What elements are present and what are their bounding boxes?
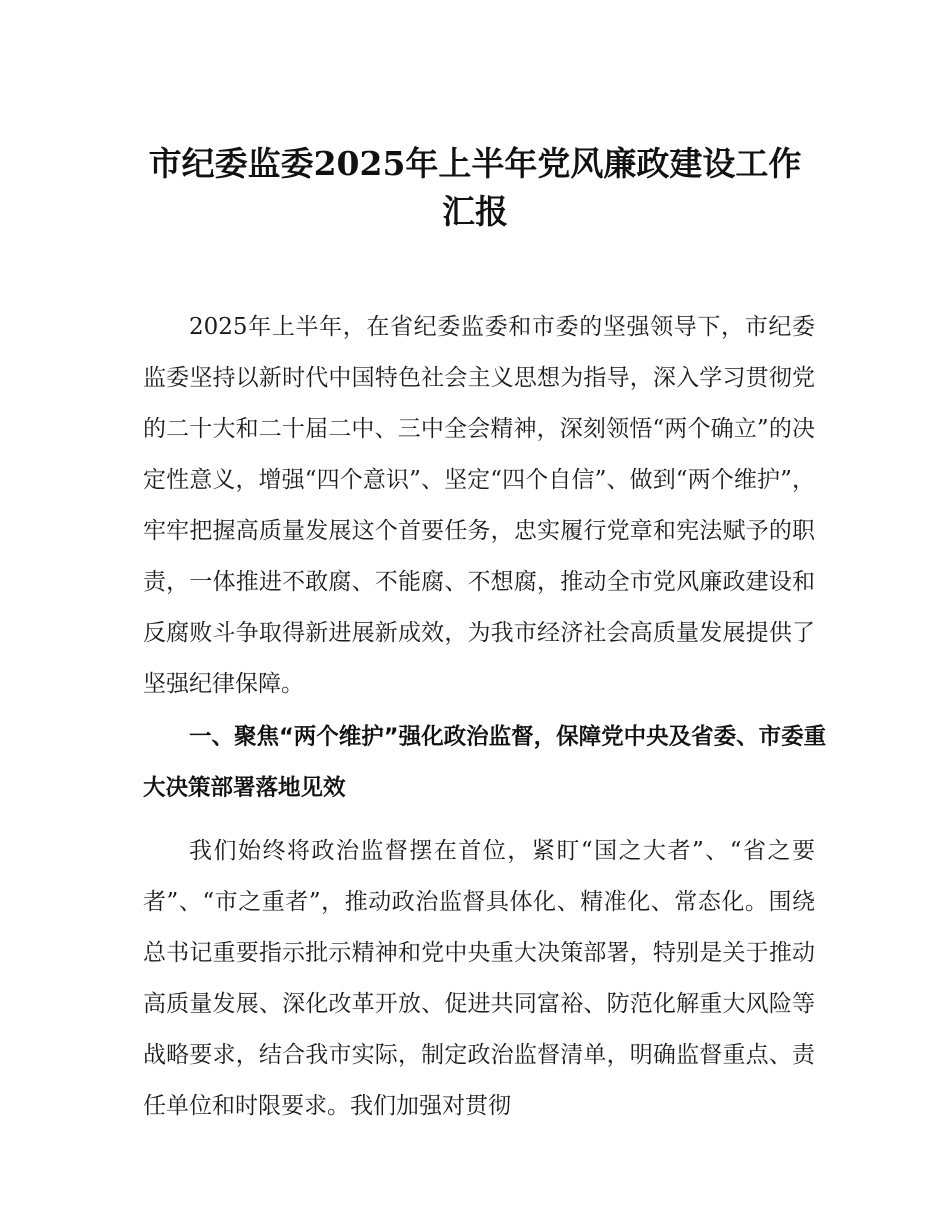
document-title [120,140,830,236]
title-line-2: 汇报 [442,192,508,232]
intro-paragraph: 2025年上半年，在省纪委监委和市委的坚强领导下，市纪委监委坚持以新时代中国特色社会主义思想为指导，深入学习贯彻党的二十大和二十届二中、三中全会精神，深刻领悟“两个确立”的决定性意义，增强“四个意识”、坚定“四个自信”、做到“两个维护”，牢牢把握高质量发展这个首要任务，忠实履行党章和宪法赋予的职责，一体推进不敢腐、不能腐、不想腐，推动全市党风廉政建设和反腐败斗争取得新进展新成效，为我市经济社会高质量发展提供了坚强纪律保障。 [143,314,815,697]
title-line-1: 市纪委监委2025年上半年党风廉政建设工作 [148,144,802,184]
section-heading-1: 一、聚焦“两个维护”强化政治监督，保障党中央及省委、市委重大决策部署落地见效 [143,724,827,801]
section-1-paragraph: 我们始终将政治监督摆在首位，紧盯“国之大者”、“省之要者”、“市之重者”，推动政治监督具体化、精准化、常态化。围绕总书记重要指示批示精神和党中央重大决策部署，特别是关于推动高质量发展、深化改革开放、促进共同富裕、防范化解重大风险等战略要求，结合我市实际，制定政治监督清单，明确监督重点、责任单位和时限要求。我们加强对贯彻 [143,838,815,1119]
